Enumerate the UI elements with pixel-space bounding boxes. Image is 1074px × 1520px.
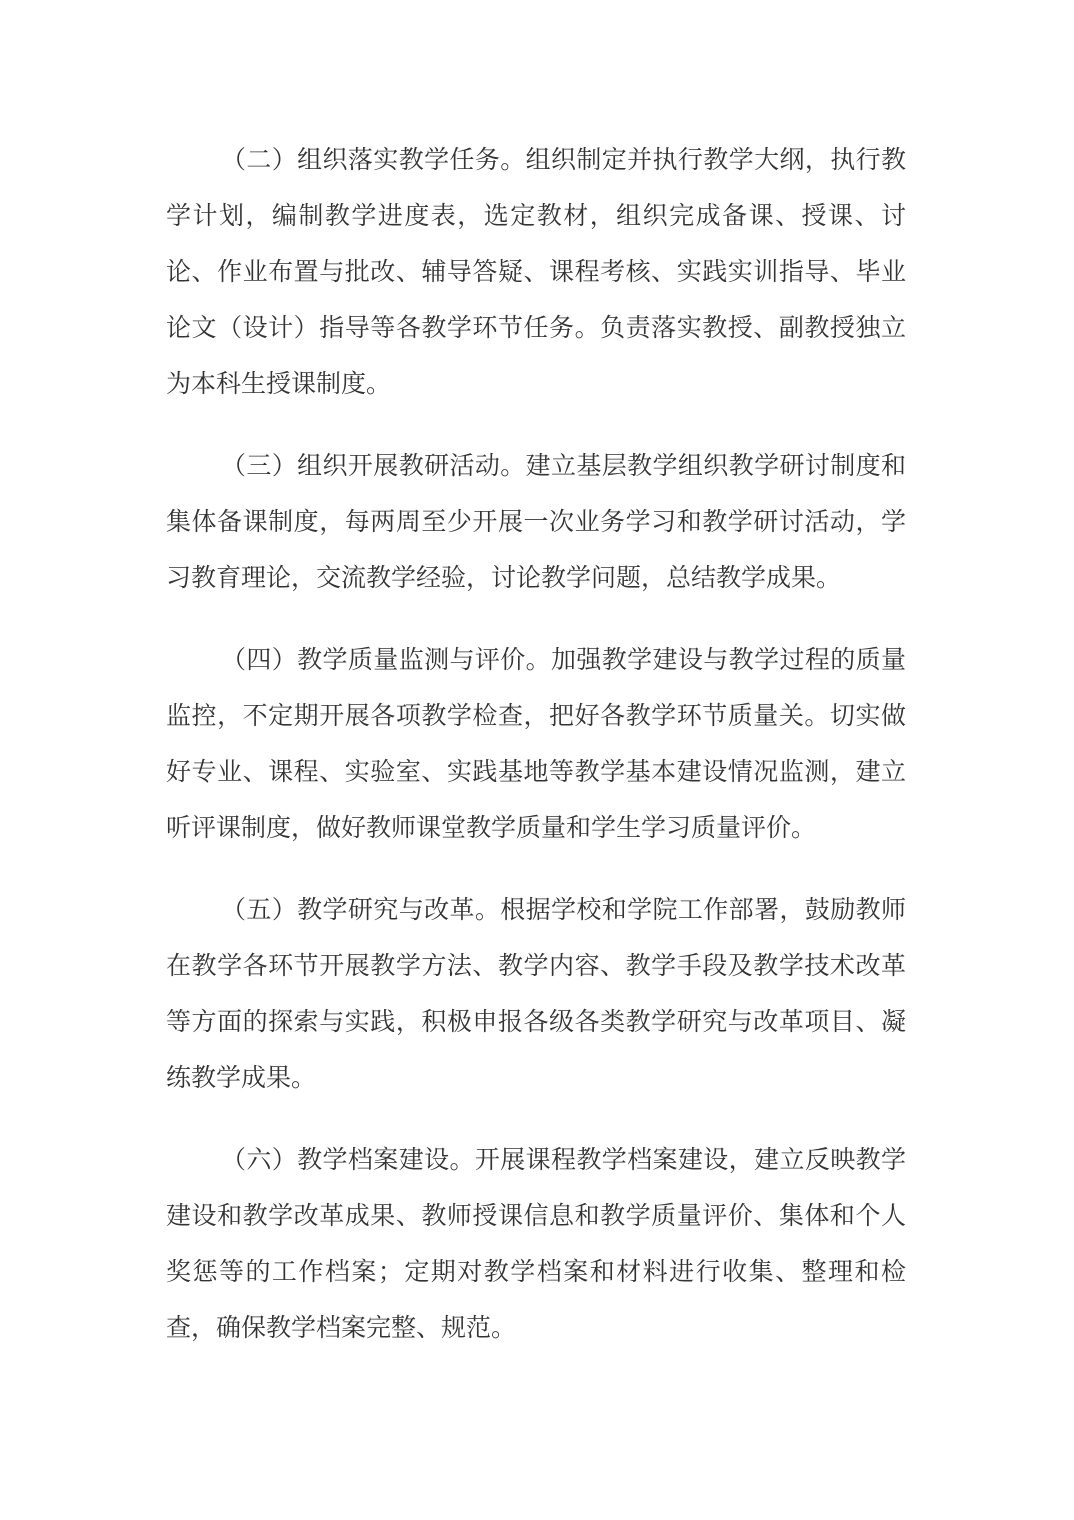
paragraph-item-6: （六）教学档案建设。开展课程教学档案建设，建立反映教学建设和教学改革成果、教师授课信息和教学质量评价、集体和个人奖惩等的工作档案；定期对教学档案和材料进行收集、整理和检查，确保教学档案完整、规范。: [166, 1147, 906, 1342]
paragraph-item-2: （二）组织落实教学任务。组织制定并执行教学大纲，执行教学计划，编制教学进度表，选定教材，组织完成备课、授课、讨论、作业布置与批改、辅导答疑、课程考核、实践实训指导、毕业论文（设计）指导等各教学环节任务。负责落实教授、副教授独立为本科生授课制度。: [166, 147, 906, 398]
document-body: [166, 133, 906, 1357]
paragraph-item-3: （三）组织开展教研活动。建立基层教学组织教学研讨制度和集体备课制度，每两周至少开展一次业务学习和教学研讨活动，学习教育理论，交流教学经验，讨论教学问题，总结教学成果。: [166, 453, 906, 592]
paragraph-item-5: （五）教学研究与改革。根据学校和学院工作部署，鼓励教师在教学各环节开展教学方法、教学内容、教学手段及教学技术改革等方面的探索与实践，积极申报各级各类教学研究与改革项目、凝练教学成果。: [166, 897, 906, 1092]
paragraph-item-4: （四）教学质量监测与评价。加强教学建设与教学过程的质量监控，不定期开展各项教学检查，把好各教学环节质量关。切实做好专业、课程、实验室、实践基地等教学基本建设情况监测，建立听评课制度，做好教师课堂教学质量和学生学习质量评价。: [166, 647, 906, 842]
